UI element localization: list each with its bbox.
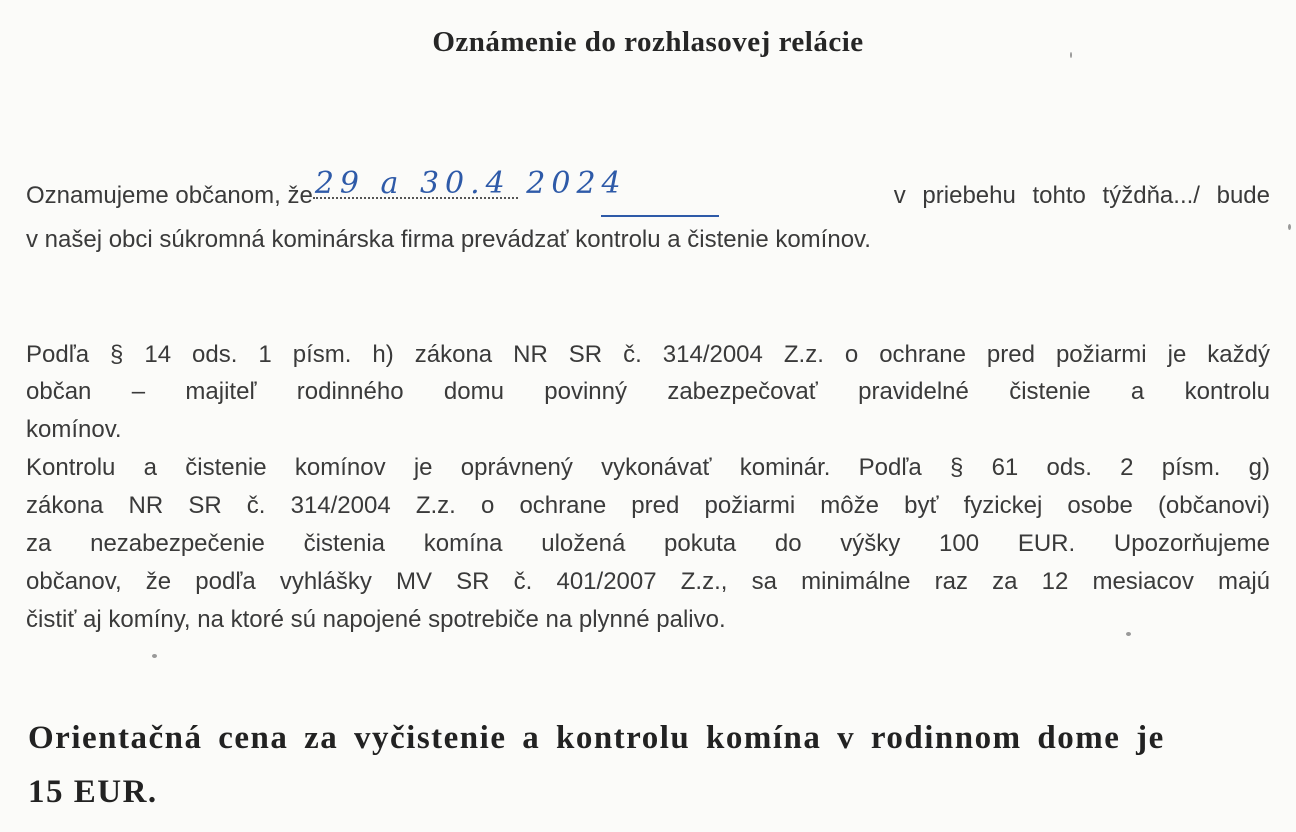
paragraph2-line: Kontrolu a čistenie komínov je oprávnený vykonávať kominár. Podľa § 61 ods. 2 písm. g) bbox=[26, 454, 1270, 481]
price-line-1: Orientačná cena za vyčistenie a kontrolu komína v rodinnom dome je bbox=[28, 720, 1165, 756]
paragraph2-line: zákona NR SR č. 314/2004 Z.z. o ochrane pred požiarmi môže byť fyzickej osobe (občanovi) bbox=[26, 492, 1270, 519]
scan-speck bbox=[152, 654, 157, 658]
paragraph1-line: komínov. bbox=[26, 416, 122, 443]
document-title: Oznámenie do rozhlasovej relácie bbox=[432, 26, 864, 58]
intro-line-2: v našej obci súkromná kominárska firma prevádzať kontrolu a čistenie komínov. bbox=[26, 226, 871, 253]
paragraph2-line: čistiť aj komíny, na ktoré sú napojené spotrebiče na plynné palivo. bbox=[26, 606, 726, 633]
scan-speck bbox=[1070, 52, 1072, 58]
paragraph1-line: občan – majiteľ rodinného domu povinný zabezpečovať pravidelné čistenie a kontrolu bbox=[26, 378, 1270, 405]
handwritten-date: 29 a 30.4 2024 bbox=[314, 166, 627, 201]
paragraph2-line: za nezabezpečenie čistenia komína uložená pokuta do výšky 100 EUR. Upozorňujeme bbox=[26, 530, 1270, 557]
paragraph1-line: Podľa § 14 ods. 1 písm. h) zákona NR SR č. 314/2004 Z.z. o ochrane pred požiarmi je každý bbox=[26, 341, 1270, 368]
scan-speck bbox=[1288, 224, 1291, 230]
intro-prefix: Oznamujeme občanom, že bbox=[26, 182, 313, 209]
paragraph2-line: občanov, že podľa vyhlášky MV SR č. 401/2007 Z.z., sa minimálne raz za 12 mesiacov majú bbox=[26, 568, 1270, 595]
price-line-2: 15 EUR. bbox=[28, 774, 158, 810]
intro-line-1 bbox=[26, 166, 1270, 210]
scan-speck bbox=[1126, 632, 1131, 636]
intro-suffix: v priebehu tohto týždňa.../ bude bbox=[893, 182, 1270, 209]
handwritten-underline bbox=[601, 215, 719, 217]
